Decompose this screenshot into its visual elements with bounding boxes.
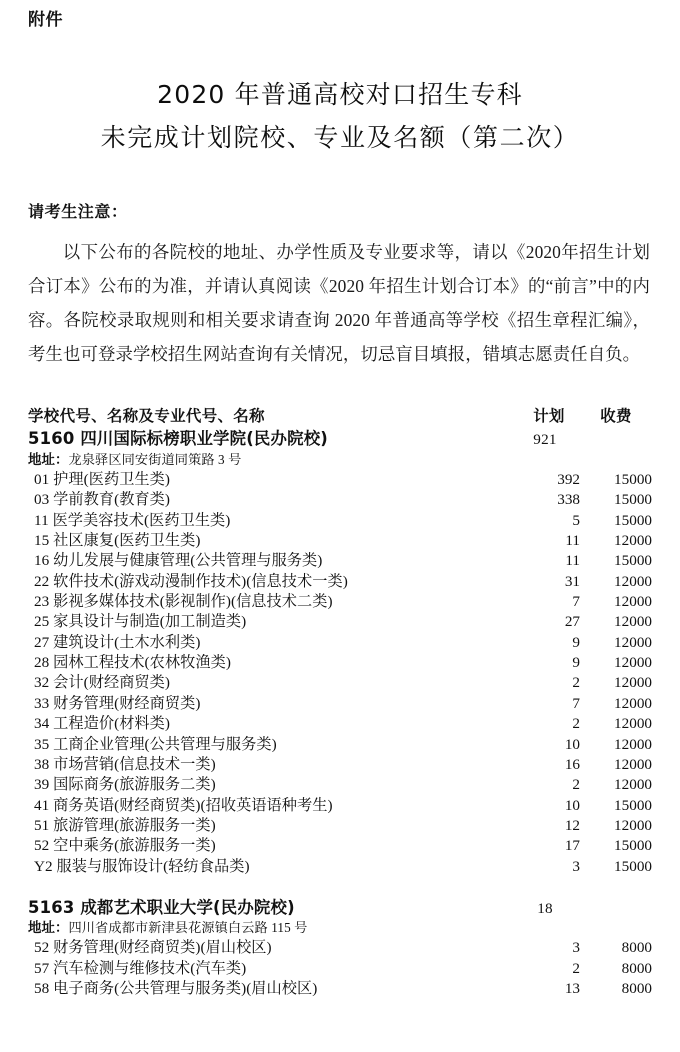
major-name: 34 工程造价(材料类) (34, 715, 171, 733)
major-name: 39 国际商务(旅游服务二类) (34, 776, 216, 794)
major-plan: 11 (565, 552, 580, 570)
major-name: 25 家具设计与制造(加工制造类) (34, 613, 247, 631)
major-fee: 12000 (614, 735, 652, 753)
plan-listing-table (28, 406, 652, 1000)
major-plan: 7 (572, 593, 580, 611)
major-fee: 12000 (614, 755, 652, 773)
school-row (28, 427, 652, 450)
notice-heading: 请考生注意： (28, 202, 128, 222)
major-row (28, 592, 652, 612)
column-header-plan: 计划 (533, 406, 565, 425)
major-row (28, 653, 652, 673)
address-value: 四川省成都市新津县花源镇白云路 115 号 (68, 920, 308, 936)
school-plan-total: 18 (537, 900, 553, 918)
major-plan: 2 (572, 674, 580, 692)
major-name: 28 园林工程技术(农林牧渔类) (34, 654, 231, 672)
major-plan: 13 (564, 980, 580, 998)
major-fee: 12000 (614, 593, 652, 611)
major-name: 57 汽车检测与维修技术(汽车类) (34, 959, 247, 977)
major-row (28, 612, 652, 632)
major-row (28, 572, 652, 592)
major-row (28, 836, 652, 856)
major-fee: 8000 (621, 959, 652, 977)
major-fee: 8000 (621, 980, 652, 998)
major-fee: 15000 (614, 511, 652, 529)
major-fee: 12000 (614, 715, 652, 733)
major-row (28, 979, 652, 999)
major-fee: 15000 (614, 857, 652, 875)
major-name: 41 商务英语(财经商贸类)(招收英语语种考生) (34, 796, 333, 814)
major-name: 11 医学美容技术(医药卫生类) (34, 511, 231, 529)
major-fee: 15000 (614, 491, 652, 509)
major-row (28, 633, 652, 653)
major-fee: 15000 (614, 552, 652, 570)
school-name: 5160 四川国际标榜职业学院(民办院校) (28, 429, 328, 449)
major-plan: 3 (572, 857, 580, 875)
major-plan: 338 (557, 491, 580, 509)
major-fee: 8000 (621, 939, 652, 957)
major-fee: 15000 (614, 796, 652, 814)
major-name: 52 财务管理(财经商贸类)(眉山校区) (34, 939, 272, 957)
major-name: 38 市场营销(信息技术一类) (34, 755, 216, 773)
major-plan: 12 (564, 816, 580, 834)
attachment-label: 附件 (28, 10, 63, 30)
major-fee: 15000 (614, 470, 652, 488)
major-row (28, 959, 652, 979)
major-plan: 10 (564, 796, 580, 814)
major-name: 33 财务管理(财经商贸类) (34, 694, 201, 712)
major-row (28, 816, 652, 836)
major-plan: 5 (572, 511, 580, 529)
major-name: 51 旅游管理(旅游服务一类) (34, 816, 216, 834)
major-plan: 2 (572, 959, 580, 977)
major-row (28, 735, 652, 755)
major-name: 03 学前教育(教育类) (34, 491, 171, 509)
major-fee: 12000 (614, 816, 652, 834)
address-value: 龙泉驿区同安街道同策路 3 号 (68, 451, 242, 467)
page-title (28, 73, 652, 159)
major-fee: 12000 (614, 654, 652, 672)
major-fee: 12000 (614, 531, 652, 549)
major-plan: 10 (564, 735, 580, 753)
major-fee: 12000 (614, 694, 652, 712)
major-plan: 392 (557, 470, 580, 488)
address-label: 地址： (28, 921, 69, 937)
major-name: 23 影视多媒体技术(影视制作)(信息技术二类) (34, 593, 333, 611)
major-row (28, 755, 652, 775)
column-header-fee: 收费 (600, 406, 632, 425)
major-plan: 7 (572, 694, 580, 712)
major-row (28, 796, 652, 816)
major-row (28, 857, 652, 877)
major-name: 52 空中乘务(旅游服务一类) (34, 837, 216, 855)
major-name: 22 软件技术(游戏动漫制作技术)(信息技术一类) (34, 572, 348, 590)
school-address (28, 451, 652, 470)
school-block (28, 427, 652, 877)
major-row (28, 511, 652, 531)
major-name: 15 社区康复(医药卫生类) (34, 531, 201, 549)
major-fee: 12000 (614, 572, 652, 590)
major-row (28, 673, 652, 693)
major-row (28, 551, 652, 571)
school-row (28, 896, 652, 919)
school-address-row (28, 451, 652, 470)
page-title-line-2: 未完成计划院校、专业及名额（第二次） (100, 123, 580, 153)
major-fee: 12000 (614, 613, 652, 631)
major-plan: 31 (564, 572, 580, 590)
school-plan-total: 921 (533, 431, 557, 449)
address-label: 地址： (28, 452, 69, 468)
major-row (28, 938, 652, 958)
major-name: 58 电子商务(公共管理与服务类)(眉山校区) (34, 980, 318, 998)
school-block (28, 896, 652, 999)
major-name: 32 会计(财经商贸类) (34, 674, 171, 692)
major-plan: 11 (565, 531, 580, 549)
major-row (28, 490, 652, 510)
table-header-row (28, 406, 652, 428)
major-name: 01 护理(医药卫生类) (34, 470, 171, 488)
major-plan: 17 (564, 837, 580, 855)
major-plan: 3 (572, 939, 580, 957)
school-address-row (28, 919, 652, 938)
major-fee: 12000 (614, 674, 652, 692)
column-header-name: 学校代号、名称及专业代号、名称 (28, 406, 265, 425)
major-row (28, 531, 652, 551)
major-plan: 2 (572, 715, 580, 733)
major-plan: 27 (564, 613, 580, 631)
major-plan: 9 (572, 633, 580, 651)
school-address (28, 919, 652, 938)
major-name: 27 建筑设计(土木水利类) (34, 633, 201, 651)
major-plan: 2 (572, 776, 580, 794)
page-title-line-1: 2020 年普通高校对口招生专科 (157, 80, 523, 110)
major-row (28, 694, 652, 714)
school-name: 5163 成都艺术职业大学(民办院校) (28, 898, 295, 918)
major-fee: 12000 (614, 633, 652, 651)
major-row (28, 775, 652, 795)
major-fee: 15000 (614, 837, 652, 855)
major-fee: 12000 (614, 776, 652, 794)
major-row (28, 714, 652, 734)
major-plan: 16 (564, 755, 580, 773)
major-name: 35 工商企业管理(公共管理与服务类) (34, 735, 277, 753)
major-row (28, 470, 652, 490)
major-name: 16 幼儿发展与健康管理(公共管理与服务类) (34, 552, 323, 570)
notice-body: 以下公布的各院校的地址、办学性质及专业要求等，请以《2020年招生计划合订本》公布的为准，并请认真阅读《2020 年招生计划合订本》的“前言”中的内容。各院校录取规则和相关要求请查询 2020 年普通高等学校《招生章程汇编》，考生也可登录学校招生网站查询有关情况，切忌盲目填报，错填志愿责任自负。 (28, 242, 650, 364)
major-plan: 9 (572, 654, 580, 672)
school-separator (28, 877, 652, 896)
major-name: Y2 服装与服饰设计(轻纺食品类) (34, 857, 250, 875)
